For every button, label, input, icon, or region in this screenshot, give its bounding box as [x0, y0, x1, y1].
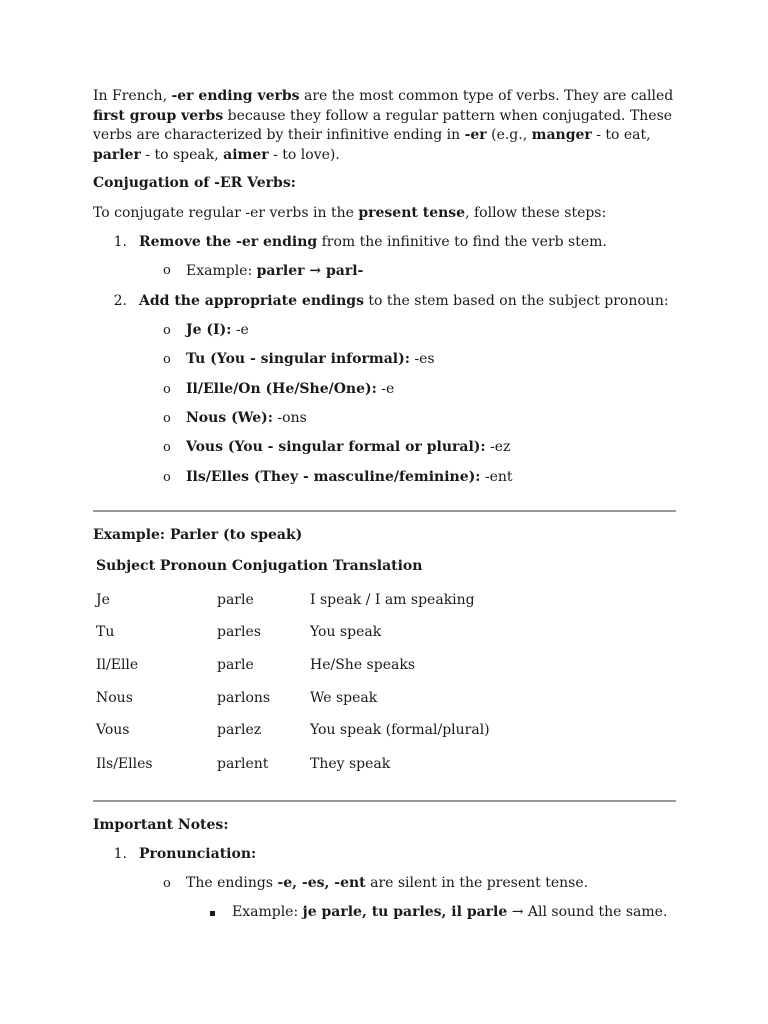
notes-example-text: → All sound the same.	[507, 904, 668, 920]
table-header: Subject Pronoun Conjugation Translation	[96, 558, 423, 574]
step-number: 2.	[113, 293, 127, 309]
horizontal-divider	[93, 800, 676, 802]
intro-text: - to eat,	[591, 127, 651, 143]
notes-sub-bold: -e, -es, -ent	[277, 875, 366, 891]
ending-pronoun: Il/Elle/On (He/She/One):	[186, 381, 377, 397]
table-cell-translation: I speak / I am speaking	[310, 592, 475, 608]
circle-bullet-icon: o	[163, 470, 171, 485]
intro-text: In French,	[93, 88, 172, 104]
intro-text: because they follow a regular pattern when conjugated. These verbs are characterized by their infinitive ending in	[93, 107, 673, 143]
example-heading: Example: Parler (to speak)	[93, 527, 303, 543]
ending-item	[186, 381, 394, 397]
intro-bold: -er ending verbs	[171, 88, 300, 104]
circle-bullet-icon: o	[163, 352, 171, 367]
table-cell-pronoun: Ils/Elles	[96, 756, 153, 772]
intro-text: - to love).	[268, 146, 340, 163]
steps-intro-text: , follow these steps:	[465, 205, 607, 221]
intro-bold: parler	[93, 146, 141, 163]
table-cell-translation: We speak	[310, 690, 378, 706]
table-cell-pronoun: Tu	[96, 624, 115, 640]
conjugation-heading: Conjugation of -ER Verbs:	[93, 175, 296, 191]
notes-example	[232, 904, 667, 920]
ending-pronoun: Nous (We):	[186, 410, 273, 426]
ending-suffix: -es	[409, 351, 435, 367]
steps-intro	[93, 205, 606, 221]
intro-bold: aimer	[223, 146, 269, 163]
intro-text: (e.g.,	[486, 127, 532, 143]
table-cell-translation: They speak	[310, 756, 391, 772]
ending-item	[186, 410, 307, 426]
notes-example-label: Example:	[232, 904, 303, 920]
notes-item-number: 1.	[113, 846, 127, 862]
horizontal-divider	[93, 510, 676, 512]
intro-text: - to speak,	[140, 146, 224, 163]
ending-suffix: -ez	[485, 439, 511, 455]
table-cell-pronoun: Il/Elle	[96, 657, 139, 673]
circle-bullet-icon: o	[163, 440, 171, 455]
ending-pronoun: Tu (You - singular informal):	[186, 351, 410, 367]
ending-item	[186, 439, 510, 455]
table-cell-conjugation: parlons	[217, 690, 271, 706]
table-cell-conjugation: parle	[217, 657, 254, 673]
circle-bullet-icon: o	[163, 411, 171, 426]
step-text: to the stem based on the subject pronoun:	[363, 293, 669, 309]
ending-suffix: -e	[376, 381, 395, 397]
ending-pronoun: Ils/Elles (They - masculine/feminine):	[186, 469, 481, 485]
notes-heading: Important Notes:	[93, 817, 229, 833]
table-cell-conjugation: parles	[217, 624, 261, 640]
ending-item	[186, 351, 435, 367]
step-example-bold: parler → parl-	[256, 263, 364, 279]
steps-intro-text: To conjugate regular -er verbs in the	[93, 205, 359, 221]
circle-bullet-icon: o	[163, 323, 171, 338]
intro-text: are the most common type of verbs. They are called	[299, 88, 674, 104]
circle-bullet-icon: o	[163, 382, 171, 397]
table-cell-conjugation: parlent	[217, 756, 269, 772]
ending-suffix: -ons	[272, 410, 307, 426]
step-bold: Add the appropriate endings	[139, 293, 364, 309]
intro-bold: manger	[531, 127, 592, 143]
intro-bold: -er	[464, 127, 487, 143]
step-item	[139, 293, 669, 309]
ending-item	[186, 322, 249, 338]
table-cell-conjugation: parlez	[217, 722, 262, 738]
step-bold: Remove the -er ending	[139, 234, 318, 250]
table-cell-pronoun: Nous	[96, 690, 133, 706]
ending-suffix: -e	[231, 322, 249, 338]
notes-example-bold: je parle, tu parles, il parle	[302, 904, 508, 920]
table-cell-conjugation: parle	[217, 592, 254, 608]
notes-sub-text: are silent in the present tense.	[365, 875, 589, 891]
steps-intro-bold: present tense	[358, 205, 466, 221]
circle-bullet-icon: o	[163, 263, 171, 278]
ending-pronoun: Vous (You - singular formal or plural):	[186, 439, 486, 455]
table-cell-pronoun: Je	[96, 592, 110, 608]
step-item	[139, 234, 607, 250]
ending-suffix: -ent	[480, 469, 513, 485]
notes-item-title: Pronunciation:	[139, 846, 257, 862]
intro-paragraph	[93, 87, 683, 165]
table-cell-pronoun: Vous	[96, 722, 130, 738]
table-cell-translation: You speak	[310, 624, 382, 640]
notes-sub-item	[186, 875, 588, 891]
ending-pronoun: Je (I):	[186, 322, 232, 338]
step-text: from the infinitive to find the verb stem.	[317, 234, 607, 250]
notes-sub-text: The endings	[186, 875, 278, 891]
step-example-label: Example:	[186, 263, 257, 279]
intro-bold: first group verbs	[93, 107, 224, 124]
ending-item	[186, 469, 513, 485]
table-cell-translation: He/She speaks	[310, 657, 415, 673]
square-bullet-icon	[210, 911, 215, 916]
step-example	[186, 263, 363, 279]
table-cell-translation: You speak (formal/plural)	[310, 722, 490, 738]
step-number: 1.	[113, 234, 127, 250]
circle-bullet-icon: o	[163, 876, 171, 891]
